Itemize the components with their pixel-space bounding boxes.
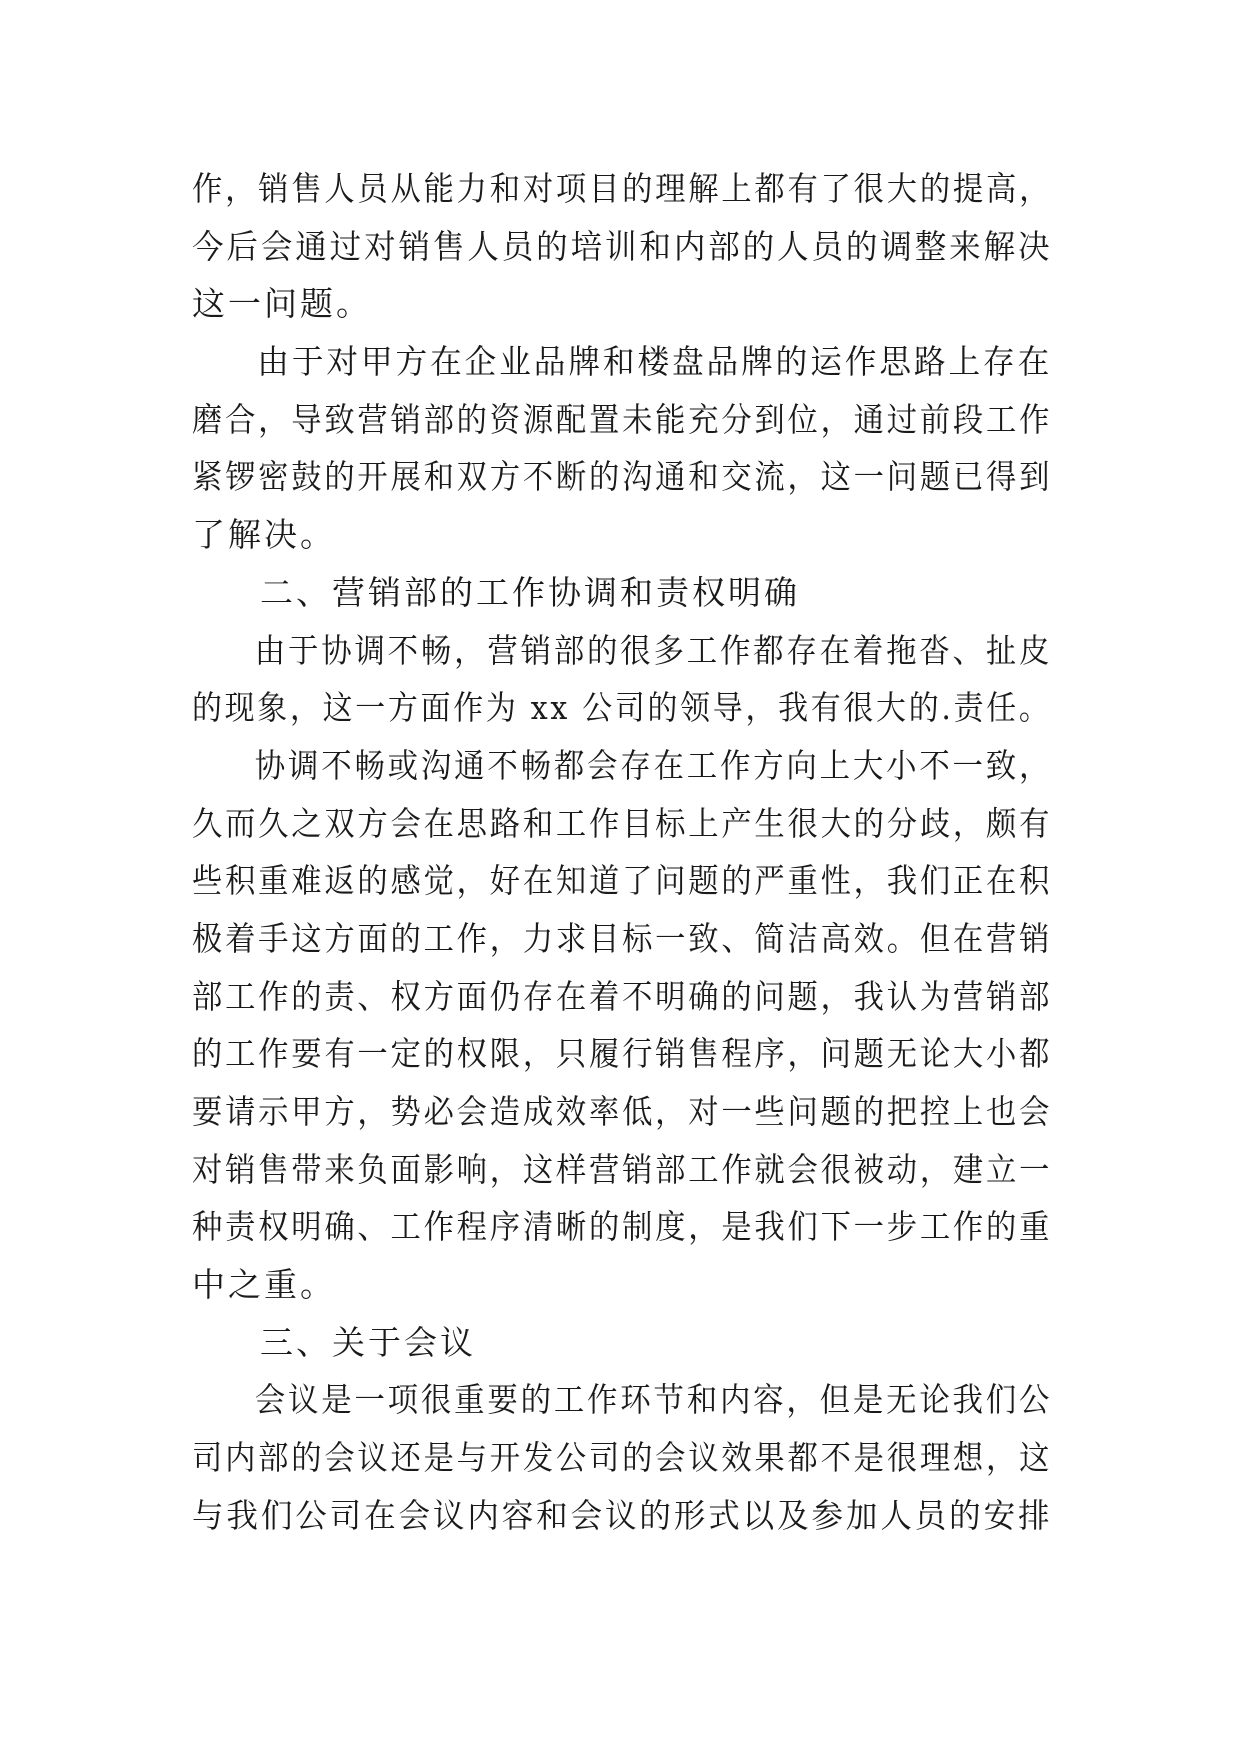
text-line: 种责权明确、工作程序清晰的制度，是我们下一步工作的重 (192, 1207, 1053, 1247)
document-body (192, 160, 1052, 1545)
text-line: 司内部的会议还是与开发公司的会议效果都不是很理想，这 (192, 1438, 1053, 1478)
text-line: 久而久之双方会在思路和工作目标上产生很大的分歧，颇有 (192, 803, 1053, 843)
text-line: 的现象，这一方面作为 xx 公司的领导，我有很大的.责任。 (192, 688, 1052, 728)
text-line: 紧锣密鼓的开展和双方不断的沟通和交流，这一问题已得到 (192, 457, 1053, 497)
paragraph-start-line: 会议是一项很重要的工作环节和内容，但是无论我们公 (254, 1380, 1053, 1420)
text-line: 这一问题。 (192, 284, 372, 324)
text-line: 些积重难返的感觉，好在知道了问题的严重性，我们正在积 (192, 861, 1053, 901)
text-line: 极着手这方面的工作，力求目标一致、简洁高效。但在营销 (192, 918, 1053, 958)
text-line: 要请示甲方，势必会造成效率低，对一些问题的把控上也会 (192, 1092, 1053, 1131)
text-line: 部工作的责、权方面仍存在着不明确的问题，我认为营销部 (192, 976, 1053, 1016)
text-line: 与我们公司在会议内容和会议的形式以及参加人员的安排 (192, 1495, 1053, 1535)
text-line: 中之重。 (192, 1265, 336, 1305)
text-line: 作，销售人员从能力和对项目的理解上都有了很大的提高， (192, 169, 1053, 208)
section-heading-3: 三、关于会议 (260, 1322, 476, 1362)
paragraph-start-line: 由于对甲方在企业品牌和楼盘品牌的运作思路上存在 (257, 342, 1053, 382)
paragraph-start-line: 由于协调不畅，营销部的很多工作都存在着拖沓、扯皮 (254, 630, 1053, 670)
paragraph-start-line: 协调不畅或沟通不畅都会存在工作方向上大小不一致， (254, 745, 1053, 785)
section-heading-2: 二、营销部的工作协调和责权明确 (260, 572, 800, 612)
text-line: 了解决。 (192, 515, 336, 555)
text-line: 磨合，导致营销部的资源配置未能充分到位，通过前段工作 (192, 399, 1053, 439)
text-line: 对销售带来负面影响，这样营销部工作就会很被动，建立一 (192, 1149, 1053, 1189)
text-line: 今后会通过对销售人员的培训和内部的人员的调整来解决 (192, 226, 1053, 266)
text-line: 的工作要有一定的权限，只履行销售程序，问题无论大小都 (192, 1034, 1053, 1074)
